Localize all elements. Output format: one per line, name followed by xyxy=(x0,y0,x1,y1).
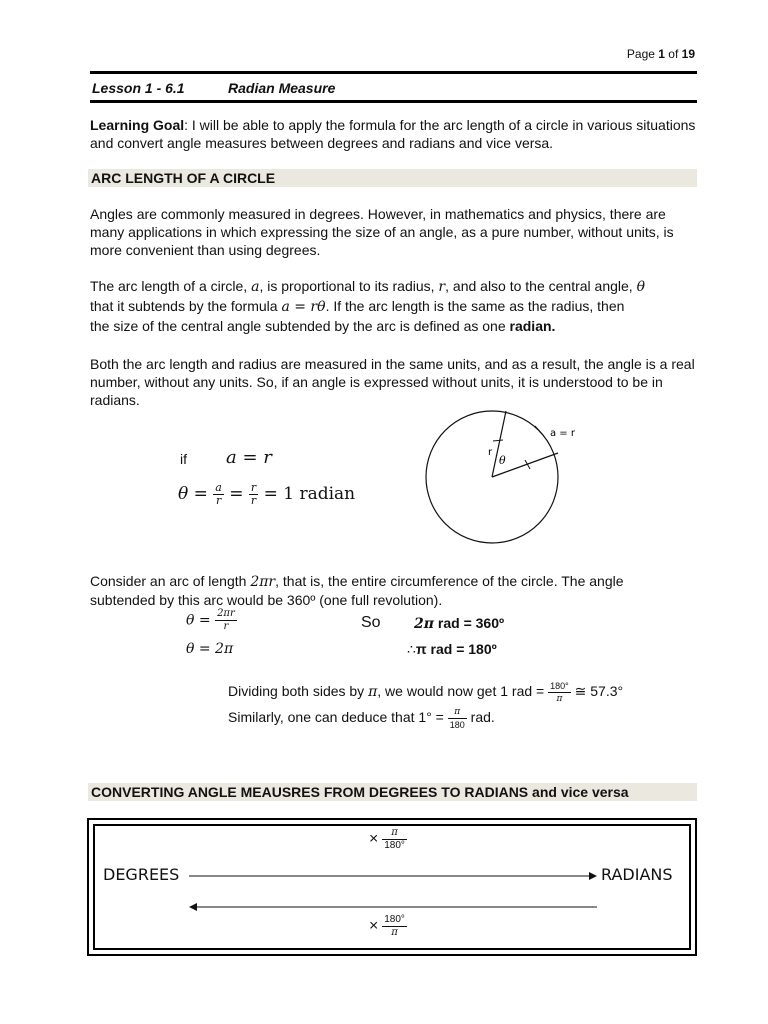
radius-line-1 xyxy=(492,411,506,477)
equation-radian-definition: θ = $\frac{a}{r}$ = $\frac{r}{r}$ = 1 radian xyxy=(178,481,356,507)
similarly-line: Similarly, one can deduce that 1° = $\frac{\pi}{180}$ rad. xyxy=(228,707,495,730)
section-heading-arc-length: ARC LENGTH OF A CIRCLE xyxy=(88,169,697,187)
section-heading-converting: CONVERTING ANGLE MEAUSRES FROM DEGREES TO RADIANS and vice versa xyxy=(88,783,697,801)
conversion-box-inner xyxy=(93,824,691,950)
lesson-number: Lesson 1 - 6.1 xyxy=(92,80,185,96)
if-label: if xyxy=(180,451,187,467)
lesson-title: Radian Measure xyxy=(228,80,336,96)
lesson-heading xyxy=(92,80,336,96)
arc-label: a = r xyxy=(550,428,575,439)
two-pi-equals-360: 2π rad = 360º xyxy=(414,615,505,632)
equation-a-equals-r: a = r xyxy=(226,447,272,468)
paragraph-circumference: Consider an arc of length 2πr, that is, the entire circumference of the circle. The angle subtended by this arc would be 360º (one full revolution). xyxy=(90,573,624,608)
conversion-box xyxy=(87,818,697,956)
arrow-radians-to-degrees xyxy=(189,901,599,913)
radius-label: r xyxy=(488,447,493,458)
arrow-degrees-to-radians xyxy=(189,870,599,882)
learning-goal: Learning Goal: I will be able to apply the formula for the arc length of a circle in various situations and convert angle measures between degrees and radians and vice versa. xyxy=(90,117,696,151)
paragraph-intro: Angles are commonly measured in degrees. However, in mathematics and physics, there are many applications in which expressing the size of an angle, as a pure number, without units, is more convenient than using degrees. xyxy=(90,206,674,258)
radians-label: RADIANS xyxy=(601,865,673,884)
bottom-rule xyxy=(90,100,697,103)
equation-theta-2pi: θ = 2π xyxy=(186,641,234,657)
paragraph-units: Both the arc length and radius are measured in the same units, and as a result, the angle is a real number, without any units. So, if an angle is expressed without units, it is understood to be in radians. xyxy=(90,356,695,408)
radian-circle-diagram xyxy=(420,405,600,555)
degrees-label: DEGREES xyxy=(103,865,180,884)
equation-theta-2pir-over-r: θ = $\frac{2\pi r}{r}$ xyxy=(186,608,235,632)
arc-tick xyxy=(535,426,543,435)
pi-equals-180: ∴π rad = 180º xyxy=(407,641,497,657)
radius-tick-1 xyxy=(493,440,503,441)
top-rule xyxy=(90,71,697,74)
dividing-line: Dividing both sides by π, we would now get 1 rad = $\frac{180^\circ}{\pi}$ ≅ 57.3° xyxy=(228,681,624,704)
so-label: So xyxy=(361,614,381,631)
multiply-180-over-pi: × $\frac{180^\circ}{\pi}$ xyxy=(369,914,405,938)
angle-label: θ xyxy=(499,454,506,467)
paragraph-arc-length: The arc length of a circle, a, is proportional to its radius, r, and also to the central angle, θ that it subtends by the formula a = rθ. If the arc length is the same as the radius, then the size of the central angle subtended by the arc is defined as one radian. xyxy=(90,278,646,334)
page-number: Page 1 of 19 xyxy=(626,47,695,61)
multiply-pi-over-180: × $\frac{\pi}{180^\circ}$ xyxy=(369,827,405,851)
